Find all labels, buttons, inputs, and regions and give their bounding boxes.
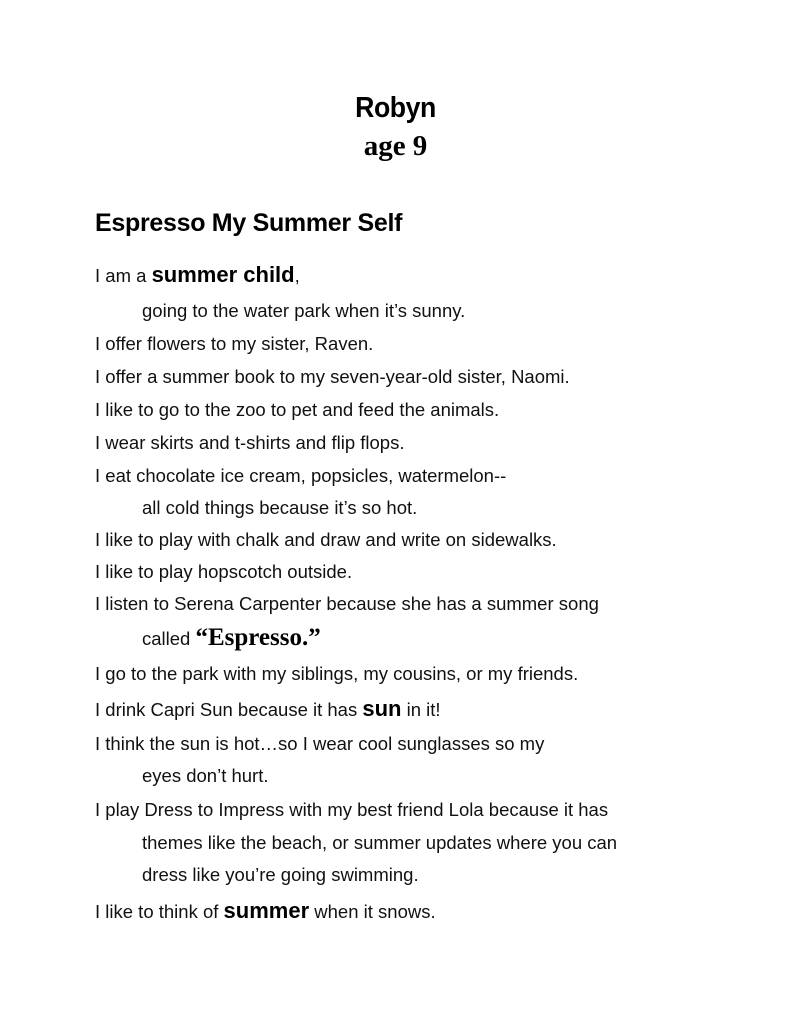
line-text: , [294,265,300,286]
line-text: I drink Capri Sun because it has [95,699,363,720]
emphasis-text: “Espresso.” [195,624,321,651]
poem-line: dress like you’re going swimming. [142,864,419,885]
poem-line [95,697,441,722]
poem-line: I play Dress to Impress with my best friend Lola because it has [95,799,609,820]
poem-line: I eat chocolate ice cream, popsicles, watermelon-- [95,465,507,486]
author-age: age 9 [363,130,428,162]
poem-line: I wear skirts and t-shirts and flip flops. [95,432,405,453]
line-text: called [142,628,196,649]
emphasis-text: summer child [151,262,295,287]
emphasis-text: sun [362,696,402,721]
poem-title: Espresso My Summer Self [95,209,403,237]
emphasis-text: summer [223,898,310,923]
poem-line: themes like the beach, or summer updates where you can [142,832,618,853]
poem-line: I like to play hopscotch outside. [95,561,353,582]
poem-line: I like to go to the zoo to pet and feed the animals. [95,399,500,420]
poem-line: I offer a summer book to my seven-year-old sister, Naomi. [95,366,570,387]
line-text: I am a [95,265,152,286]
line-text: in it! [401,699,441,720]
poem-line [142,626,321,651]
poem-line: I go to the park with my siblings, my cousins, or my friends. [95,663,579,684]
poem-line [95,263,300,288]
author-name: Robyn [355,92,436,124]
poem-line: I think the sun is hot…so I wear cool sunglasses so my [95,733,545,754]
poem-line: I listen to Serena Carpenter because she has a summer song [95,593,599,614]
poem-line [95,899,436,924]
poem-line: going to the water park when it’s sunny. [142,300,466,321]
poem-line: all cold things because it’s so hot. [142,497,418,518]
poem-line: I offer flowers to my sister, Raven. [95,333,374,354]
line-text: I like to think of [95,901,224,922]
line-text: when it snows. [309,901,436,922]
poem-line: I like to play with chalk and draw and write on sidewalks. [95,529,557,550]
poem-line: eyes don’t hurt. [142,765,269,786]
